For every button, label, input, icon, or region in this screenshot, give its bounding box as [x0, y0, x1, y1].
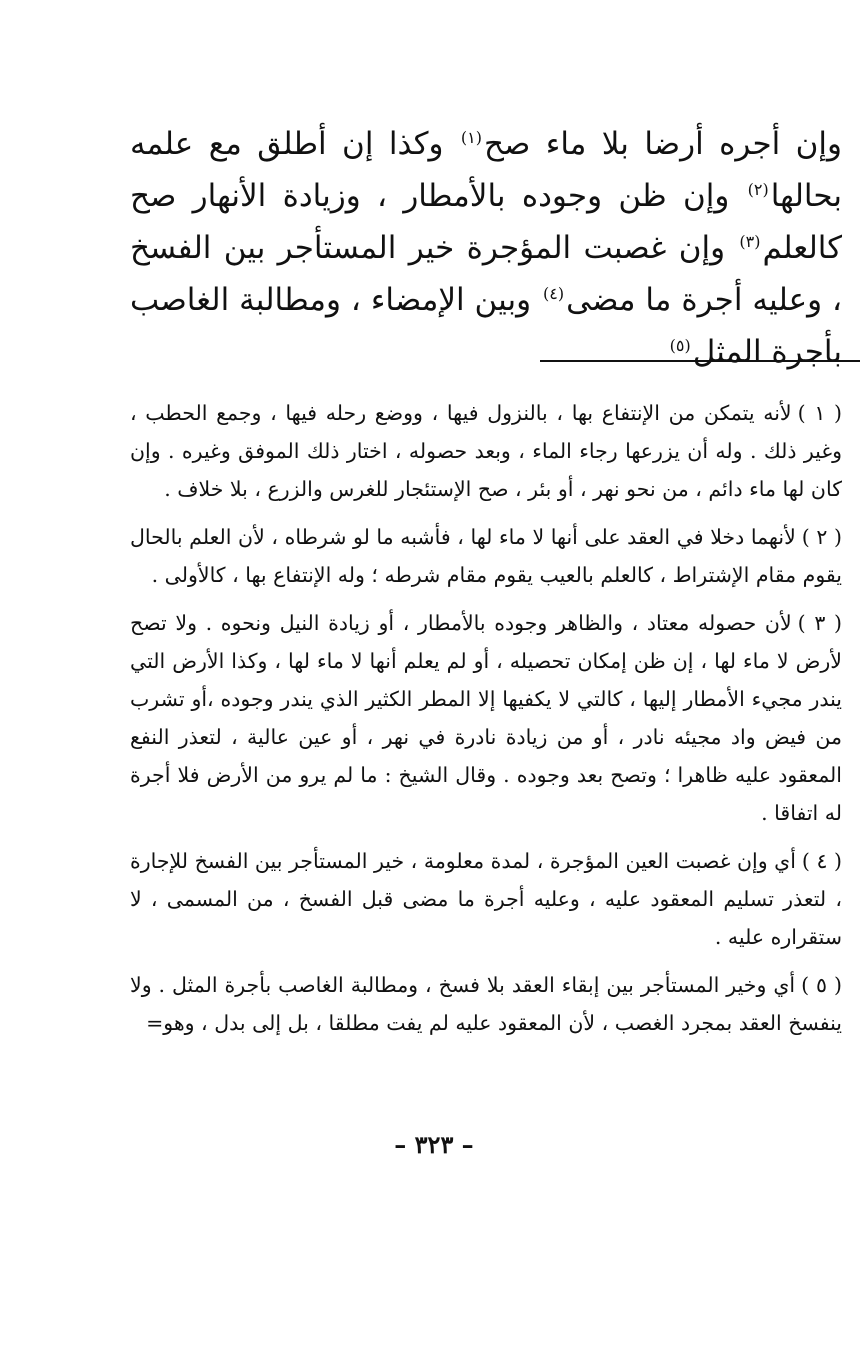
footnote-number: ( ٣ )	[797, 611, 842, 635]
footnote-marker-5: (٥)	[669, 335, 691, 355]
main-text-segment-2: وكذا إن أطلق مع علمه بحالها	[130, 126, 842, 214]
footnote-number: ( ٤ )	[801, 849, 842, 873]
footnote-number: ( ١ )	[797, 401, 843, 425]
footnote-marker-4: (٤)	[543, 283, 565, 303]
footnote-3	[130, 604, 842, 832]
footnote-text: لأنه يتمكن من الإنتفاع بها ، بالنزول فيها ، ووضع رحله فيها ، وجمع الحطب ، وغير ذلك . وله أن يزرعها رجاء الماء ، وبعد حصوله ، اختار ذلك الموفق وغيره . وإن كان لها ماء دائم ، من نحو نهر ، أو بئر ، صح الإستئجار للغرس والزرع ، بلا خلاف .	[130, 401, 842, 501]
footnote-marker-3: (٣)	[739, 231, 761, 251]
main-text-segment-1: وإن أجره أرضا بلا ماء صح	[484, 126, 842, 162]
main-paragraph	[130, 118, 842, 378]
main-text-segment-5: وبين الإمضاء ، ومطالبة الغاصب بأجرة المثل	[130, 282, 842, 370]
footnote-text: لأنهما دخلا في العقد على أنها لا ماء لها ، فأشبه ما لو شرطاه ، لأن العلم بالحال يقوم مقام الإشتراط ، كالعلم بالعيب يقوم مقام شرطه ؛ وله الإنتفاع بها ، كالأولى .	[130, 525, 842, 587]
footnote-marker-2: (٢)	[747, 179, 769, 199]
main-text-segment-4: وإن غصبت المؤجرة خير المستأجر بين الفسخ ، وعليه أجرة ما مضى	[130, 230, 842, 318]
footnotes-block	[130, 394, 842, 1052]
footnote-text: أي وإن غصبت العين المؤجرة ، لمدة معلومة ، خير المستأجر بين الفسخ للإجارة ، لتعذر تسليم المعقود عليه ، وعليه أجرة ما مضى قبل الفسخ ، من المسمى ، لا ستقراره عليه .	[130, 849, 842, 949]
footnote-number: ( ٢ )	[801, 525, 843, 549]
footnote-separator	[540, 360, 860, 362]
footnote-5	[130, 966, 842, 1042]
footnote-text: أي وخير المستأجر بين إبقاء العقد بلا فسخ ، ومطالبة الغاصب بأجرة المثل . ولا ينفسخ العقد بمجرد الغصب ، لأن المعقود عليه لم يفت مطلقا ، بل إلى بدل ، وهو=	[130, 973, 842, 1035]
footnote-number: ( ٥ )	[801, 973, 843, 997]
footnote-marker-1: (١)	[460, 127, 482, 147]
footnote-2	[130, 518, 842, 594]
footnote-text: لأن حصوله معتاد ، والظاهر وجوده بالأمطار ، أو زيادة النيل ونحوه . ولا تصح لأرض لا ماء لها ، إن ظن إمكان تحصيله ، أو لم يعلم أنها لا ماء لها ، وكذا الأرض التي يندر مجيء الأمطار إليها ، كالتي لا يكفيها إلا المطر الكثير الذي يندر وجوده ،أو تشرب من فيض واد مجيئه نادر ، أو من زيادة نادرة في نهر ، أو عين عالية ، لتعذر النفع المعقود عليه ظاهرا ؛ وتصح بعد وجوده . وقال الشيخ : ما لم يرو من الأرض فلا أجرة له اتفاقا .	[130, 611, 842, 825]
footnote-4	[130, 842, 842, 956]
footnote-1	[130, 394, 842, 508]
main-text-block	[130, 118, 842, 378]
main-text-segment-3: وإن ظن وجوده بالأمطار ، وزيادة الأنهار صح كالعلم	[130, 178, 842, 266]
page-number: – ٣٢٣ –	[394, 1130, 474, 1159]
